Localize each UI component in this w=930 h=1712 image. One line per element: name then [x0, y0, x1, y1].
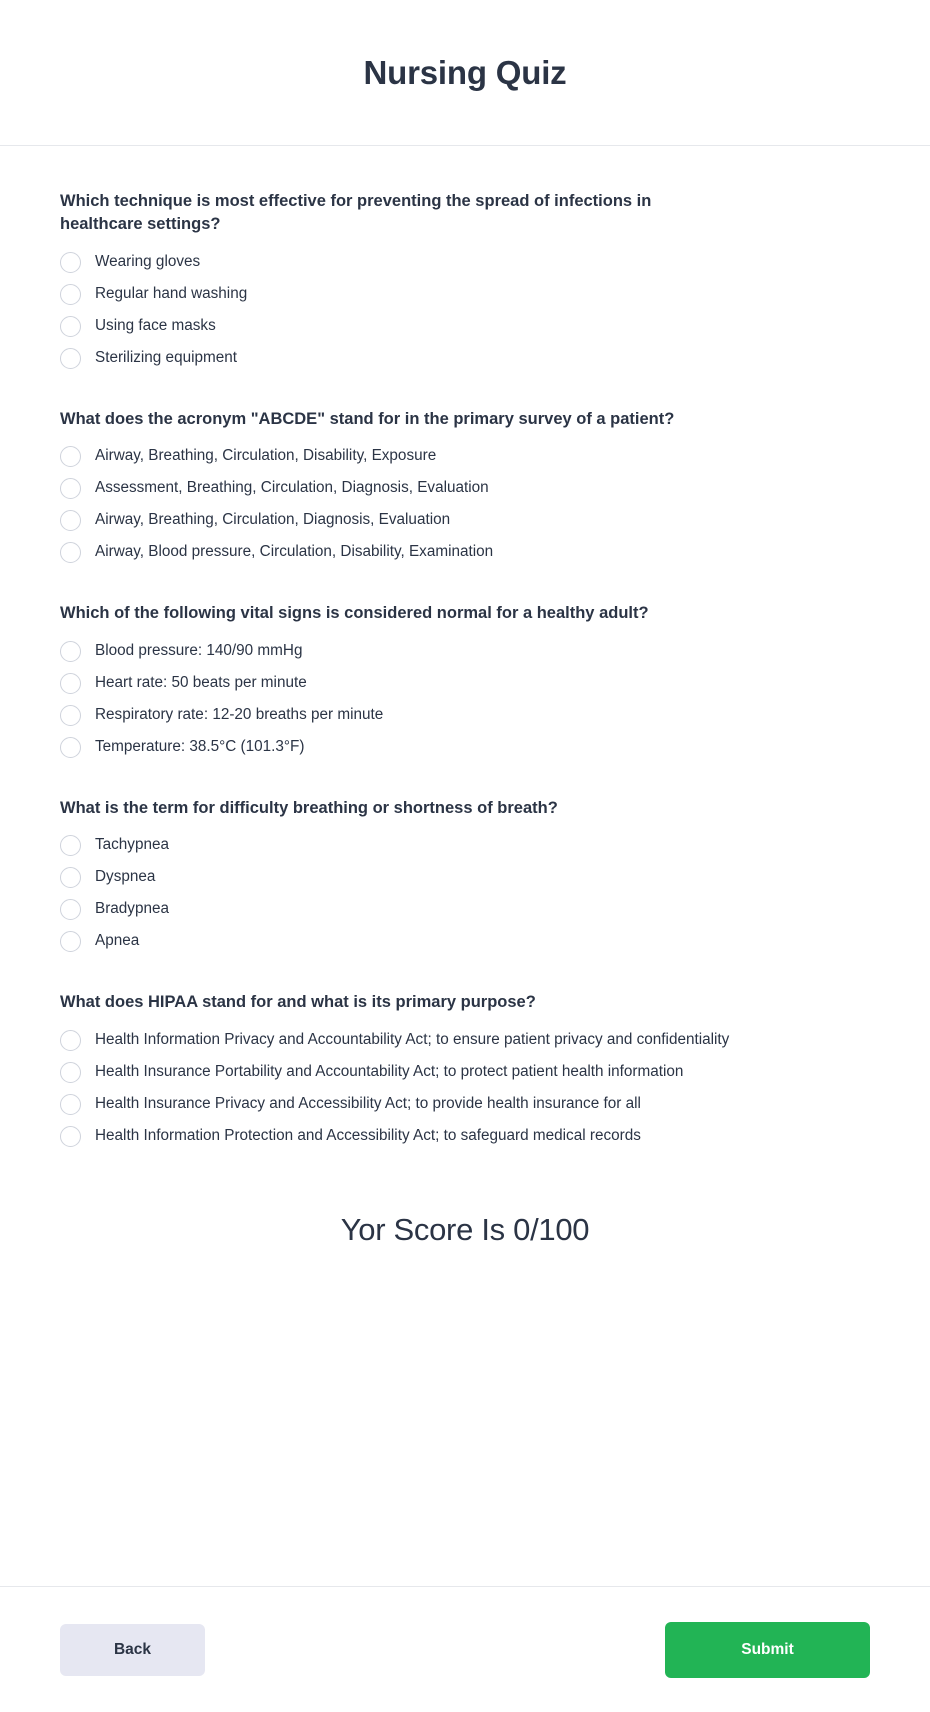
option-label: Dyspnea [95, 868, 156, 886]
option-label: Heart rate: 50 beats per minute [95, 673, 307, 691]
back-button[interactable]: Back [60, 1624, 205, 1676]
option-row[interactable] [60, 704, 870, 729]
option-row[interactable] [60, 736, 870, 761]
option-row[interactable] [60, 1029, 870, 1054]
question-block [60, 408, 870, 566]
option-label: Blood pressure: 140/90 mmHg [95, 641, 303, 659]
option-row[interactable] [60, 866, 870, 891]
option-label: Respiratory rate: 12-20 breaths per minute [95, 705, 384, 723]
page-title: Nursing Quiz [363, 53, 567, 91]
option-row[interactable] [60, 347, 870, 372]
radio-button-icon[interactable] [60, 252, 81, 273]
radio-button-icon[interactable] [60, 542, 81, 563]
radio-button-icon[interactable] [60, 348, 81, 369]
score-text: Yor Score Is 0/100 [340, 1211, 590, 1247]
radio-button-icon[interactable] [60, 284, 81, 305]
option-row[interactable] [60, 1125, 870, 1150]
option-row[interactable] [60, 283, 870, 308]
radio-button-icon[interactable] [60, 478, 81, 499]
option-label: Assessment, Breathing, Circulation, Diagnosis, Evaluation [95, 479, 489, 497]
questions-container [60, 190, 870, 1150]
option-row[interactable] [60, 1061, 870, 1086]
option-label: Regular hand washing [95, 284, 248, 302]
option-label: Sterilizing equipment [95, 348, 237, 366]
radio-button-icon[interactable] [60, 1094, 81, 1115]
option-row[interactable] [60, 509, 870, 534]
radio-button-icon[interactable] [60, 931, 81, 952]
option-label: Wearing gloves [95, 252, 201, 270]
option-group [60, 251, 870, 372]
option-row[interactable] [60, 445, 870, 470]
radio-button-icon[interactable] [60, 867, 81, 888]
question-text: Which of the following vital signs is considered normal for a healthy adult? [60, 604, 649, 623]
radio-button-icon[interactable] [60, 446, 81, 467]
option-label: Health Information Protection and Accessibility Act; to safeguard medical records [95, 1126, 641, 1144]
option-row[interactable] [60, 315, 870, 340]
option-row[interactable] [60, 251, 870, 276]
option-row[interactable] [60, 541, 870, 566]
option-label: Health Insurance Privacy and Accessibility Act; to provide health insurance for all [95, 1094, 641, 1112]
radio-button-icon[interactable] [60, 316, 81, 337]
radio-button-icon[interactable] [60, 673, 81, 694]
option-row[interactable] [60, 640, 870, 665]
radio-button-icon[interactable] [60, 835, 81, 856]
option-row[interactable] [60, 930, 870, 955]
option-label: Airway, Breathing, Circulation, Diagnosis, Evaluation [95, 511, 451, 529]
option-row[interactable] [60, 672, 870, 697]
option-group [60, 445, 870, 566]
quiz-body [0, 146, 930, 1586]
option-label: Health Information Privacy and Accountability Act; to ensure patient privacy and confidentiality [95, 1030, 730, 1048]
option-label: Health Insurance Portability and Accountability Act; to protect patient health information [95, 1062, 684, 1080]
radio-button-icon[interactable] [60, 705, 81, 726]
option-label: Apnea [95, 932, 140, 950]
question-block [60, 797, 870, 955]
option-label: Tachypnea [95, 836, 169, 854]
option-label: Using face masks [95, 316, 216, 334]
option-row[interactable] [60, 477, 870, 502]
question-block [60, 991, 870, 1149]
score-area [60, 1212, 870, 1248]
page-header [0, 0, 930, 146]
question-text: What does HIPAA stand for and what is its primary purpose? [60, 993, 536, 1012]
submit-button[interactable]: Submit [665, 1622, 870, 1678]
option-group [60, 640, 870, 761]
question-block [60, 602, 870, 760]
radio-button-icon[interactable] [60, 641, 81, 662]
option-row[interactable] [60, 1093, 870, 1118]
question-text: What does the acronym "ABCDE" stand for in the primary survey of a patient? [60, 409, 675, 428]
radio-button-icon[interactable] [60, 1126, 81, 1147]
option-row[interactable] [60, 834, 870, 859]
radio-button-icon[interactable] [60, 510, 81, 531]
option-row[interactable] [60, 898, 870, 923]
radio-button-icon[interactable] [60, 737, 81, 758]
option-label: Airway, Blood pressure, Circulation, Disability, Examination [95, 543, 494, 561]
radio-button-icon[interactable] [60, 1030, 81, 1051]
question-block [60, 190, 870, 372]
question-text: Which technique is most effective for preventing the spread of infections in healthcare settings? [60, 192, 652, 234]
option-group [60, 834, 870, 955]
radio-button-icon[interactable] [60, 1062, 81, 1083]
page-footer [0, 1586, 930, 1712]
option-label: Temperature: 38.5°C (101.3°F) [95, 737, 305, 755]
question-text: What is the term for difficulty breathing or shortness of breath? [60, 798, 558, 817]
option-label: Bradypnea [95, 900, 169, 918]
option-label: Airway, Breathing, Circulation, Disability, Exposure [95, 447, 437, 465]
option-group [60, 1029, 870, 1150]
radio-button-icon[interactable] [60, 899, 81, 920]
